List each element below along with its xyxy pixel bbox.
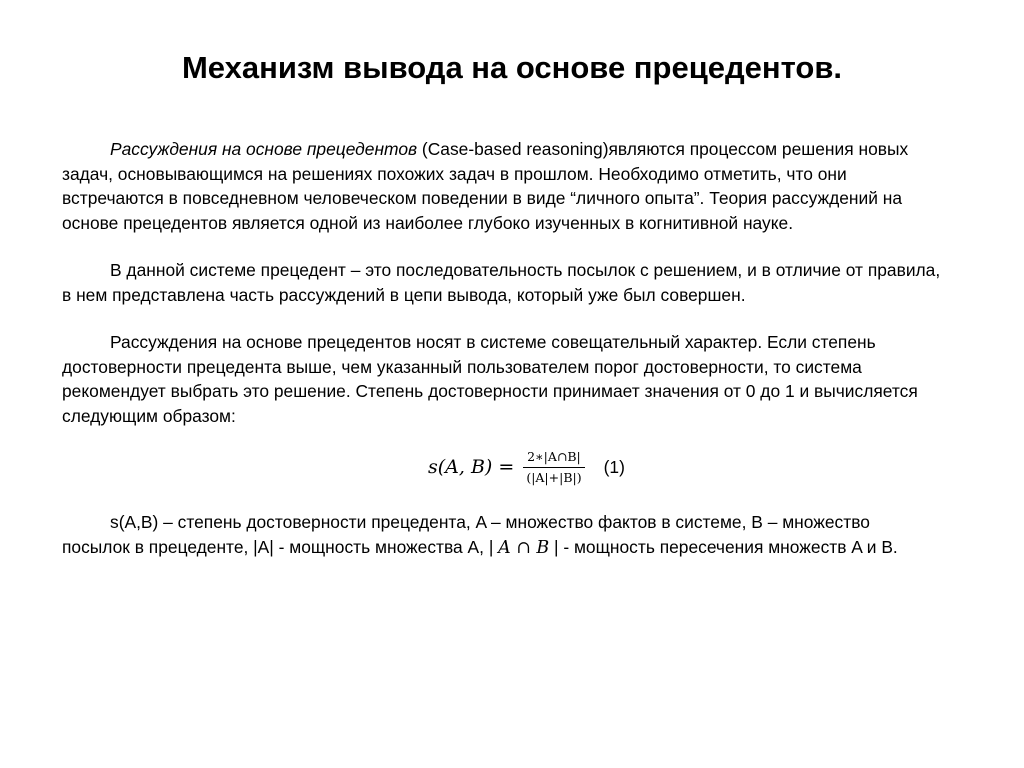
formula-fraction xyxy=(522,449,585,486)
formula-lhs: s(A, B) = xyxy=(428,455,515,478)
paragraph-notation xyxy=(62,510,942,560)
formula xyxy=(428,442,625,492)
page-title: Механизм вывода на основе прецедентов. xyxy=(181,50,843,85)
formula-row xyxy=(62,442,942,492)
notation-text-2: | - мощность пересечения множеств A и B. xyxy=(549,536,898,557)
paragraph-confidence: Рассуждения на основе прецедентов носят в системе совещательный характер. Если степень достоверности прецедента выше, чем указанный пользователем порог достоверности, то система рекомендует выбрать это решение. Степень достоверности принимает значения от 0 до 1 и вычисляется следующим образом: xyxy=(62,332,918,426)
slide-body xyxy=(62,137,942,560)
definition-term: Рассуждения на основе прецедентов xyxy=(110,139,418,159)
formula-denominator: (|A|+|B|) xyxy=(526,469,582,485)
formula-numerator: 2∗|A∩B| xyxy=(523,449,585,468)
definition-text: (Case-based reasoning)являются процессом решения новых задач, основывающимся на решениях похожих задач в прошлом. Необходимо отметить, что они встречаются в повседневном человеческом поведении в виде “личного опыта”. Теория рассуждений на основе прецедентов является одной из наиболее глубоко изученных в когнитивной науке. xyxy=(62,139,909,233)
paragraph-precedent: В данной системе прецедент – это последовательность посылок с решением, и в отличие от правила, в нем представлена часть рассуждений в цепи вывода, который уже был совершен. xyxy=(62,260,941,305)
paragraph-definition xyxy=(62,137,942,235)
formula-number: (1) xyxy=(603,456,625,477)
notation-intersection: A ∩ B xyxy=(498,537,550,558)
notation-text-1: s(A,B) – степень достоверности прецедента, A – множество фактов в системе, B – множество посылок в прецеденте, |A| - мощность множества A, | xyxy=(62,512,870,557)
